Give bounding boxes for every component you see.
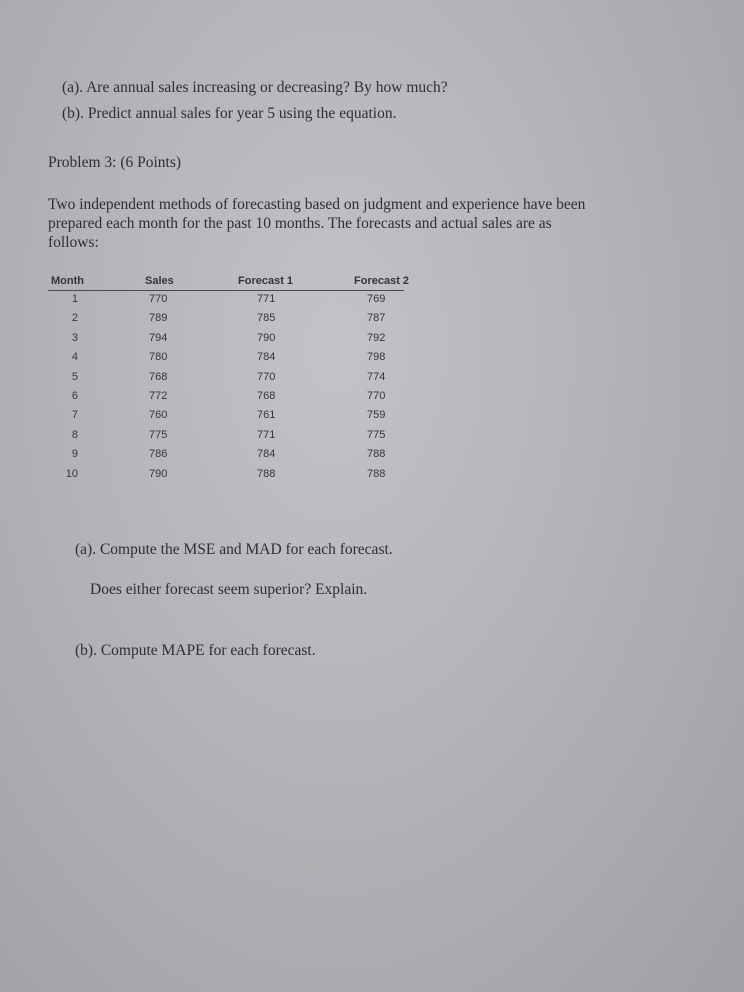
intro-question-b: (b). Predict annual sales for year 5 using the equation. [62, 105, 397, 122]
cell-forecast-2: 775 [367, 428, 386, 441]
cell-forecast-2: 769 [367, 293, 386, 305]
cell-forecast-2: 759 [367, 409, 386, 422]
cell-month: 4 [71, 351, 78, 364]
table-row [48, 349, 404, 368]
cell-forecast-2: 792 [367, 331, 386, 344]
cell-month: 10 [65, 467, 78, 480]
header-month: Month [51, 275, 84, 287]
cell-forecast-1: 771 [257, 293, 276, 305]
cell-month: 2 [71, 312, 78, 325]
cell-forecast-1: 771 [257, 428, 276, 441]
cell-sales: 780 [149, 351, 168, 364]
table-row [48, 388, 404, 407]
cell-sales: 790 [149, 467, 168, 480]
cell-sales: 770 [149, 293, 168, 305]
table-row [48, 330, 404, 349]
table-row [48, 369, 404, 388]
description-line: Two independent methods of forecasting based on judgment and experience have been [48, 196, 586, 213]
cell-month: 6 [71, 389, 78, 402]
cell-forecast-1: 768 [257, 389, 276, 402]
cell-sales: 760 [149, 409, 168, 422]
cell-forecast-1: 784 [257, 351, 276, 364]
cell-forecast-2: 774 [367, 370, 386, 383]
table-header-row [48, 273, 410, 291]
header-sales: Sales [145, 275, 174, 287]
cell-month: 3 [71, 331, 78, 344]
table-row [48, 466, 404, 485]
table-row [48, 407, 404, 426]
cell-month: 8 [71, 428, 78, 441]
table-row [48, 291, 404, 310]
cell-month: 5 [71, 370, 78, 383]
cell-sales: 789 [149, 312, 168, 325]
question-a-followup: Does either forecast seem superior? Explain. [90, 581, 368, 598]
cell-month: 7 [71, 409, 78, 422]
cell-forecast-1: 784 [257, 448, 276, 461]
description-line: follows: [48, 234, 99, 251]
problem-title: Problem 3: (6 Points) [48, 154, 182, 171]
table-row [48, 427, 404, 446]
forecast-table [48, 273, 410, 485]
question-b: (b). Compute MAPE for each forecast. [75, 642, 316, 659]
cell-forecast-2: 788 [367, 448, 386, 461]
cell-forecast-1: 761 [257, 409, 276, 422]
table-row [48, 446, 404, 465]
cell-sales: 775 [149, 428, 168, 441]
cell-month: 1 [71, 293, 78, 305]
table-row [48, 310, 404, 329]
cell-forecast-2: 770 [367, 389, 386, 402]
header-forecast-2: Forecast 2 [354, 275, 410, 287]
cell-forecast-1: 790 [257, 331, 276, 344]
cell-forecast-2: 787 [367, 312, 386, 325]
header-forecast-1: Forecast 1 [238, 275, 294, 287]
table-body [48, 291, 404, 485]
cell-forecast-2: 798 [367, 351, 386, 364]
question-a: (a). Compute the MSE and MAD for each forecast. [75, 541, 393, 558]
cell-sales: 772 [149, 389, 168, 402]
cell-sales: 768 [149, 370, 168, 383]
intro-question-a: (a). Are annual sales increasing or decreasing? By how much? [62, 79, 448, 96]
problem-description [48, 195, 585, 252]
cell-sales: 794 [149, 331, 168, 344]
description-line: prepared each month for the past 10 months. The forecasts and actual sales are as [48, 215, 552, 232]
cell-forecast-1: 785 [257, 312, 276, 325]
cell-forecast-2: 788 [367, 467, 386, 480]
cell-sales: 786 [149, 448, 168, 461]
cell-forecast-1: 770 [257, 370, 276, 383]
cell-month: 9 [71, 448, 78, 461]
cell-forecast-1: 788 [257, 467, 276, 480]
